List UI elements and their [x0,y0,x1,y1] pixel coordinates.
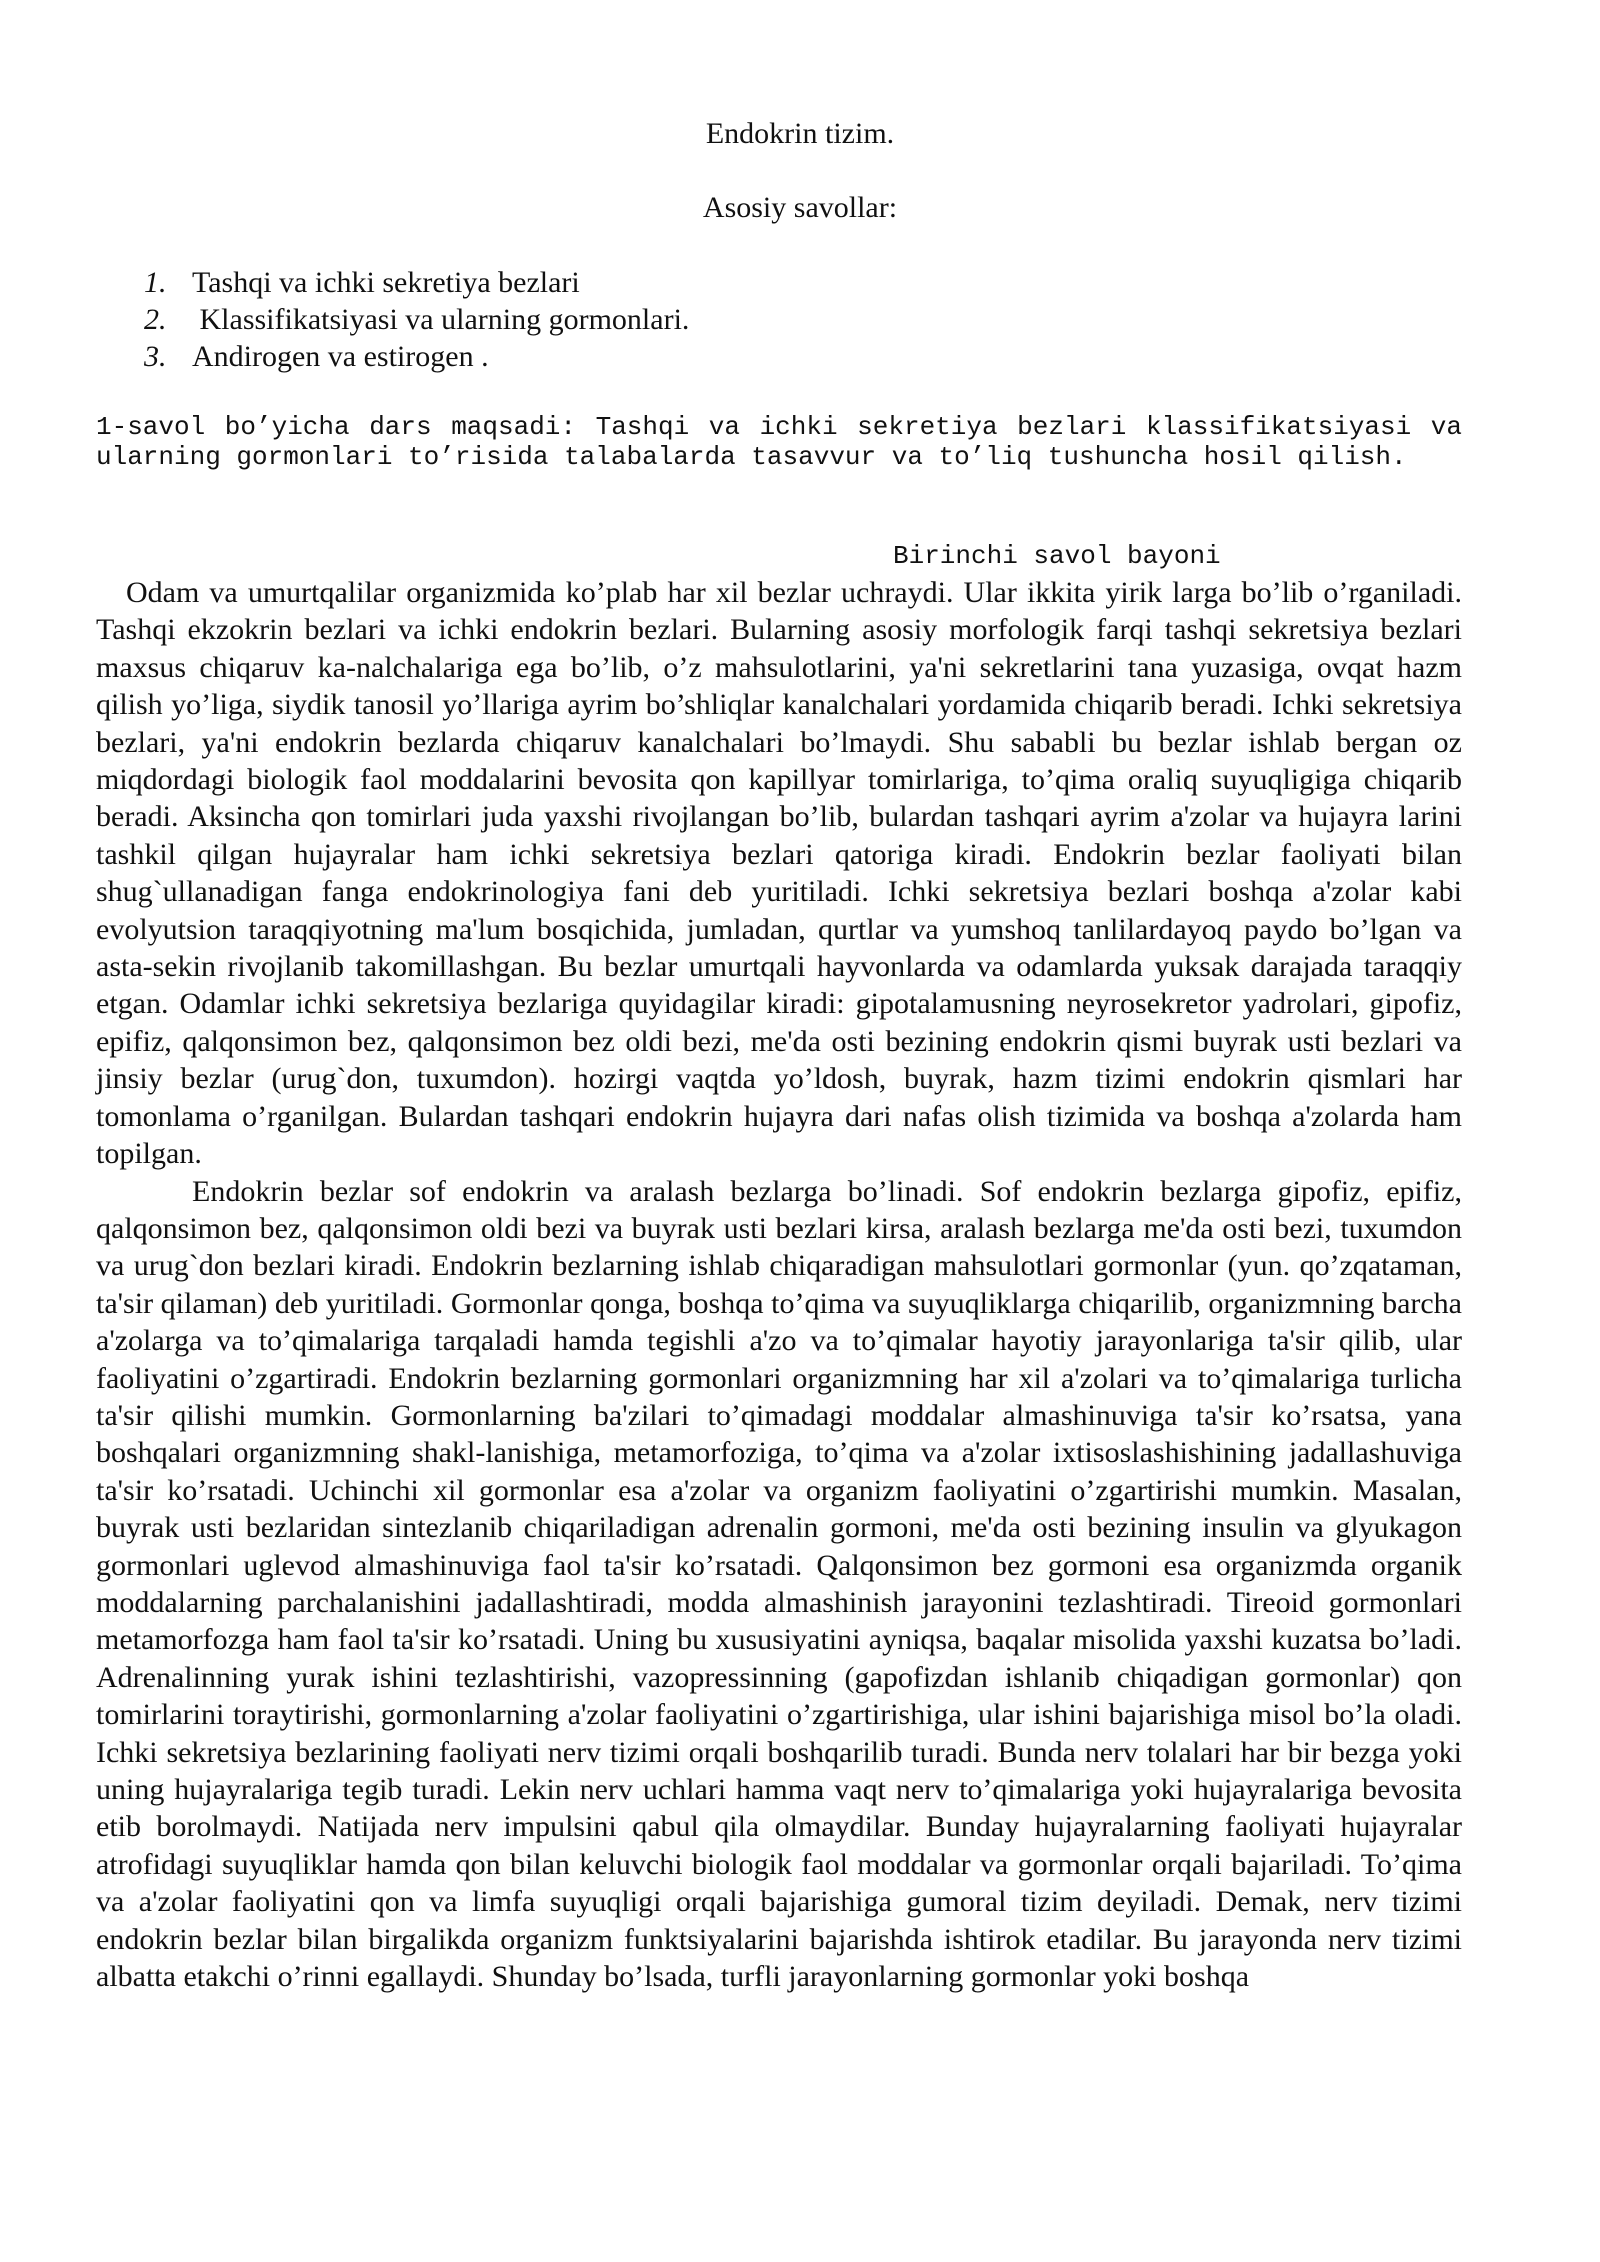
body-text [96,574,1462,1995]
section-heading: Birinchi savol bayoni [893,541,1221,571]
paragraph: Odam va umurtqalilar organizmida ko’plab har xil bezlar uchraydi. Ular ikkita yirik larga bo’lib o’rganiladi. Tashqi ekzokrin bezlari va ichki endokrin bezlari. Bularning asosiy morfologik farqi tashqi sekretsiya bezlari maxsus chiqaruv ka-nalchalariga ega bo’lib, o’z mahsulotlarini, ya'ni sekretlarini tana yuzasiga, ovqat hazm qilish yo’liga, siydik tanosil yo’llariga ayrim bo’shliqlar kanalchalari yordamida chiqarib beradi. Ichki sekretsiya bezlari, ya'ni endokrin bezlarda chiqaruv kanalchalari bo’lmaydi. Shu sababli bu bezlar ishlab bergan oz miqdordagi biologik faol moddalarini bevosita qon kapillyar tomirlariga, to’qima oraliq suyuqligiga chiqarib beradi. Aksincha qon tomirlari juda yaxshi rivojlangan bo’lib, bulardan tashqari ayrim a'zolar va hujayra larini tashkil qilgan hujayralar ham ichki sekretsiya bezlari qatoriga kiradi. Endokrin bezlar faoliyati bilan shug`ullanadigan fanga endokrinologiya fani deb yuritiladi. Ichki sekretsiya bezlari boshqa a'zolar kabi evolyutsion taraqqiyotning ma'lum bosqichida, jumladan, qurtlar va yumshoq tanlilardayoq paydo bo’lgan va asta-sekin rivojlanib takomillashgan. Bu bezlar umurtqali hayvonlarda va odamlarda yuksak darajada taraqqiy etgan. Odamlar ichki sekretsiya bezlariga quyidagilar kiradi: gipotalamusning neyrosekretor yadrolari, gipofiz, epifiz, qalqonsimon bez, qalqonsimon bez oldi bezi, me'da osti bezining endokrin qismi buyrak usti bezlari va jinsiy bezlar (urug`don, tuxumdon). hozirgi vaqtda yo’ldosh, buyrak, hazm tizimi endokrin qismlari har tomonlama o’rganilgan. Bulardan tashqari endokrin hujayra dari nafas olish tizimida va boshqa a'zolarda ham topilgan. [96,576,1462,1171]
question-number: 3. [144,340,167,373]
list-item [144,264,689,301]
list-item [144,338,689,375]
lesson-goal: 1-savol bo’yicha dars maqsadi: Tashqi va ichki sekretiya bezlari klassifikatsiyasi va ularning gormonlari to’risida talabalarda tasavvur va to’liq tushuncha hosil qilish. [96,412,1462,472]
questions-heading: Asosiy savollar: [702,191,898,224]
question-number: 2. [144,303,167,336]
question-number: 1. [144,266,167,299]
question-text: Klassifikatsiyasi va ularning gormonlari. [192,303,690,336]
paragraph: Endokrin bezlar sof endokrin va aralash bezlarga bo’linadi. Sof endokrin bezlarga gipofiz, epifiz, qalqonsimon bez, qalqonsimon oldi bezi va buyrak usti bezlari kirsa, aralash bezlarga me'da osti bezi, tuxumdon va urug`don bezlari kiradi. Endokrin bezlarning ishlab chiqaradigan mahsulotlari gormonlar (yun. qo’zqataman, ta'sir qilaman) deb yuritiladi. Gormonlar qonga, boshqa to’qima va suyuqliklarga chiqarilib, organizmning barcha a'zolarga va to’qimalariga tarqaladi hamda tegishli a'zo va to’qimalar hayotiy jarayonlariga ta'sir qilib, ular faoliyatini o’zgartiradi. Endokrin bezlarning gormonlari organizmning har xil a'zolari va to’qimalariga turlicha ta'sir qilishi mumkin. Gormonlarning ba'zilari to’qimadagi moddalar almashinuviga ta'sir ko’rsatsa, yana boshqalari organizmning shakl-lanishiga, metamorfoziga, to’qima va a'zolar ixtisoslashishining jadallashuviga ta'sir ko’rsatadi. Uchinchi xil gormonlar esa a'zolar va organizm faoliyatini o’zgartirishi mumkin. Masalan, buyrak usti bezlaridan sintezlanib chiqariladigan adrenalin gormoni, me'da osti bezining insulin va glyukagon gormonlari uglevod almashinuviga faol ta'sir ko’rsatadi. Qalqonsimon bez gormoni esa organizmda organik moddalarning parchalanishini jadallashtiradi, modda almashinish jarayonini tezlashtiradi. Tireoid gormonlari metamorfozga ham faol ta'sir ko’rsatadi. Uning bu xususiyatini ayniqsa, baqalar misolida yaxshi kuzatsa bo’ladi. Adrenalinning yurak ishini tezlashtirishi, vazopressinning (gapofizdan ishlanib chiqadigan gormonlar) qon tomirlarini toraytirishi, gormonlarning a'zolar faoliyatini o’zgartirishiga, ular ishini bajarishiga misol bo’la oladi. Ichki sekretsiya bezlarining faoliyati nerv tizimi orqali boshqarilib turadi. Bunda nerv tolalari har bir bezga yoki uning hujayralariga tegib turadi. Lekin nerv uchlari hamma vaqt nerv to’qimalariga yoki hujayralariga bevosita etib borolmaydi. Natijada nerv impulsini qabul qila olmaydilar. Bunday hujayralarning faoliyati hujayralar atrofidagi suyuqliklar hamda qon bilan keluvchi biologik faol moddalar va gormonlar orqali bajariladi. To’qima va a'zolar faoliyatini qon va limfa suyuqligi orqali bajarishiga gumoral tizim deyiladi. Demak, nerv tizimi endokrin bezlar bilan birgalikda organizm funktsiyalarini bajarishda ishtirok etadilar. Bu jarayonda nerv tizimi albatta etakchi o’rinni egallaydi. Shunday bo’lsada, turfli jarayonlarning gormonlar yoki boshqa [96,1174,1462,1994]
question-text: Andirogen va estirogen . [192,340,489,373]
list-item [144,301,689,338]
question-text: Tashqi va ichki sekretiya bezlari [192,266,580,299]
document-title: Endokrin tizim. [705,117,895,150]
questions-list [144,264,689,375]
